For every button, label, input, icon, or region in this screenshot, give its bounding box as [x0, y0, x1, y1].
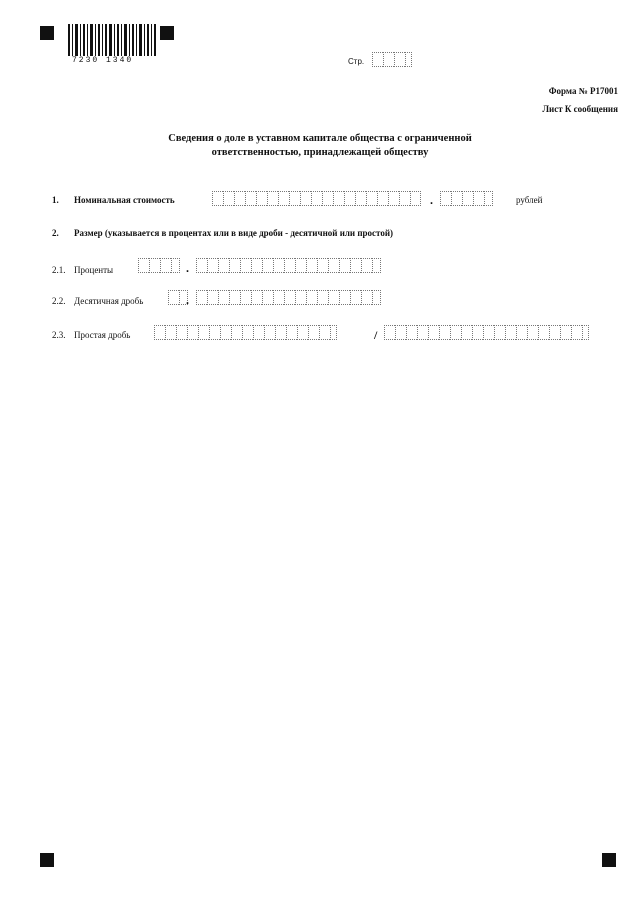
corner-marker-top-left: [40, 26, 54, 40]
fraction-numerator-cells[interactable]: [154, 325, 337, 340]
percent-fraction-cells[interactable]: [196, 258, 381, 273]
item23-label: Простая дробь: [74, 330, 131, 340]
item21-number: 2.1.: [52, 265, 66, 275]
title-line-2: ответственностью, принадлежащей обществу: [211, 147, 429, 158]
barcode-number: 7230 1340: [72, 56, 134, 65]
item1-number: 1.: [52, 195, 59, 205]
decimal-integer-cells[interactable]: [168, 290, 188, 305]
barcode: [68, 24, 156, 56]
page-label: Стр.: [348, 57, 365, 66]
item21-label: Проценты: [74, 265, 114, 275]
fraction-separator: /: [374, 328, 378, 342]
nominal-value-kopecks-cells[interactable]: [440, 191, 493, 206]
decimal-fraction-cells[interactable]: [196, 290, 381, 305]
item22-number: 2.2.: [52, 296, 66, 306]
item22-label: Десятичная дробь: [74, 296, 144, 306]
nominal-value-rubles-cells[interactable]: [212, 191, 421, 206]
percent-decimal-separator: .: [186, 261, 189, 275]
percent-integer-cells[interactable]: [138, 258, 180, 273]
corner-marker-top-right: [160, 26, 174, 40]
decimal-separator: .: [430, 193, 433, 207]
item2-label: Размер (указывается в процентах или в виде дроби - десятичной или простой): [74, 228, 394, 238]
corner-marker-bottom-right: [602, 853, 616, 867]
corner-marker-bottom-left: [40, 853, 54, 867]
page-title: [150, 132, 490, 160]
item1-unit: рублей: [516, 195, 543, 205]
item1-label: Номинальная стоимость: [74, 195, 175, 205]
page-number-cells[interactable]: [372, 52, 412, 67]
title-line-1: Сведения о доле в уставном капитале общества с ограниченной: [168, 133, 472, 144]
fraction-denominator-cells[interactable]: [384, 325, 589, 340]
form-number: Форма № Р17001: [548, 86, 618, 96]
item23-number: 2.3.: [52, 330, 66, 340]
sheet-label: Лист К сообщения: [542, 104, 618, 114]
decimal-fraction-separator: .: [186, 293, 189, 307]
item2-number: 2.: [52, 228, 59, 238]
